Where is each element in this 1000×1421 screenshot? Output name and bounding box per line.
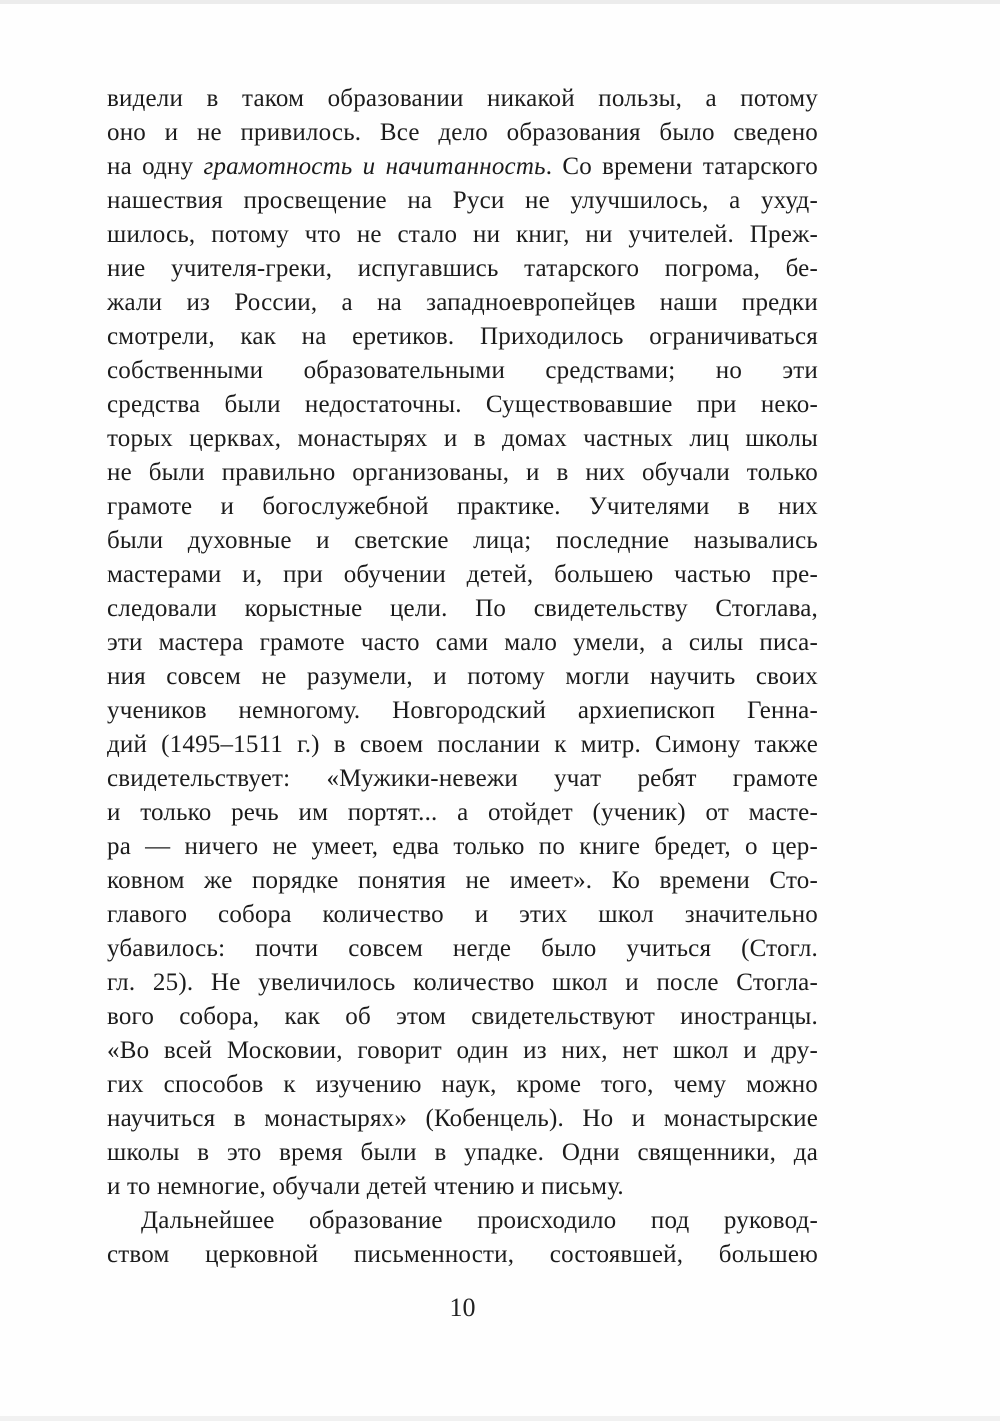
text-segment: . Со времени татарского — [545, 153, 818, 180]
text-line: собственными образовательными средствами; но эти — [107, 357, 818, 384]
text-line: эти мастера грамоте часто сами мало умели, а силы писа- — [107, 629, 818, 656]
text-line: ковном же порядке понятия не имеет». Ко времени Сто- — [107, 867, 818, 894]
text-line: мастерами и, при обучении детей, большею частью пре- — [107, 561, 818, 588]
text-line: дий (1495–1511 г.) в своем послании к митр. Симону также — [107, 731, 818, 758]
text-line: были духовные и светские лица; последние назывались — [107, 527, 818, 554]
text-line: ния совсем не разумели, и потому могли научить своих — [107, 663, 818, 690]
text-line: средства были недостаточны. Существовавшие при неко- — [107, 391, 818, 418]
text-line: гих способов к изучению наук, кроме того, чему можно — [107, 1071, 818, 1098]
text-line: торых церквах, монастырях и в домах частных лиц школы — [107, 425, 818, 452]
text-line: смотрели, как на еретиков. Приходилось ограничиваться — [107, 323, 818, 350]
text-line: школы в это время были в упадке. Одни священники, да — [107, 1139, 818, 1166]
paragraph-last-line: и то немногие, обучали детей чтению и письму. — [107, 1173, 624, 1200]
text-segment: на одну — [107, 153, 204, 180]
text-line: свидетельствует: «Мужики-невежи учат ребят грамоте — [107, 765, 818, 792]
text-line: и только речь им портят... а отойдет (ученик) от масте- — [107, 799, 818, 826]
text-line: грамоте и богослужебной практике. Учителями в них — [107, 493, 818, 520]
text-line: не были правильно организованы, и в них обучали только — [107, 459, 818, 486]
paragraph-first-line: Дальнейшее образование происходило под руковод- — [141, 1207, 818, 1234]
text-line: гл. 25). Не увеличилось количество школ и после Стогла- — [107, 969, 818, 996]
text-line: научиться в монастырях» (Кобенцель). Но и монастырские — [107, 1105, 818, 1132]
text-line: вого собора, как об этом свидетельствуют иностранцы. — [107, 1003, 818, 1030]
text-line-with-italic — [107, 150, 818, 184]
text-line: главого собора количество и этих школ значительно — [107, 901, 818, 928]
text-line: нашествия просвещение на Руси не улучшилось, а ухуд- — [107, 187, 818, 214]
text-line: ством церковной письменности, состоявшей, большею — [107, 1241, 818, 1268]
text-line: следовали корыстные цели. По свидетельству Стоглава, — [107, 595, 818, 622]
page-text — [107, 82, 818, 1272]
text-line: «Во всей Московии, говорит один из них, нет школ и дру- — [107, 1037, 818, 1064]
scan-edge-bottom — [0, 1416, 1000, 1421]
text-line: жали из России, а на западноевропейцев наши предки — [107, 289, 818, 316]
text-line: ра — ничего не умеет, едва только по книге бредет, о цер- — [107, 833, 818, 860]
italic-phrase: грамотность и начитанность — [203, 153, 546, 180]
text-line: учеников немногому. Новгородский архиепископ Генна- — [107, 697, 818, 724]
text-line: видели в таком образовании никакой пользы, а потому — [107, 85, 818, 112]
text-line: шилось, потому что не стало ни книг, ни учителей. Преж- — [107, 221, 818, 248]
scan-edge-top — [0, 0, 1000, 4]
page-number: 10 — [449, 1293, 476, 1322]
text-line: ние учителя-греки, испугавшись татарского погрома, бе- — [107, 255, 818, 282]
text-line: оно и не привилось. Все дело образования было сведено — [107, 119, 818, 146]
text-line: убавилось: почти совсем негде было учиться (Стогл. — [107, 935, 818, 962]
